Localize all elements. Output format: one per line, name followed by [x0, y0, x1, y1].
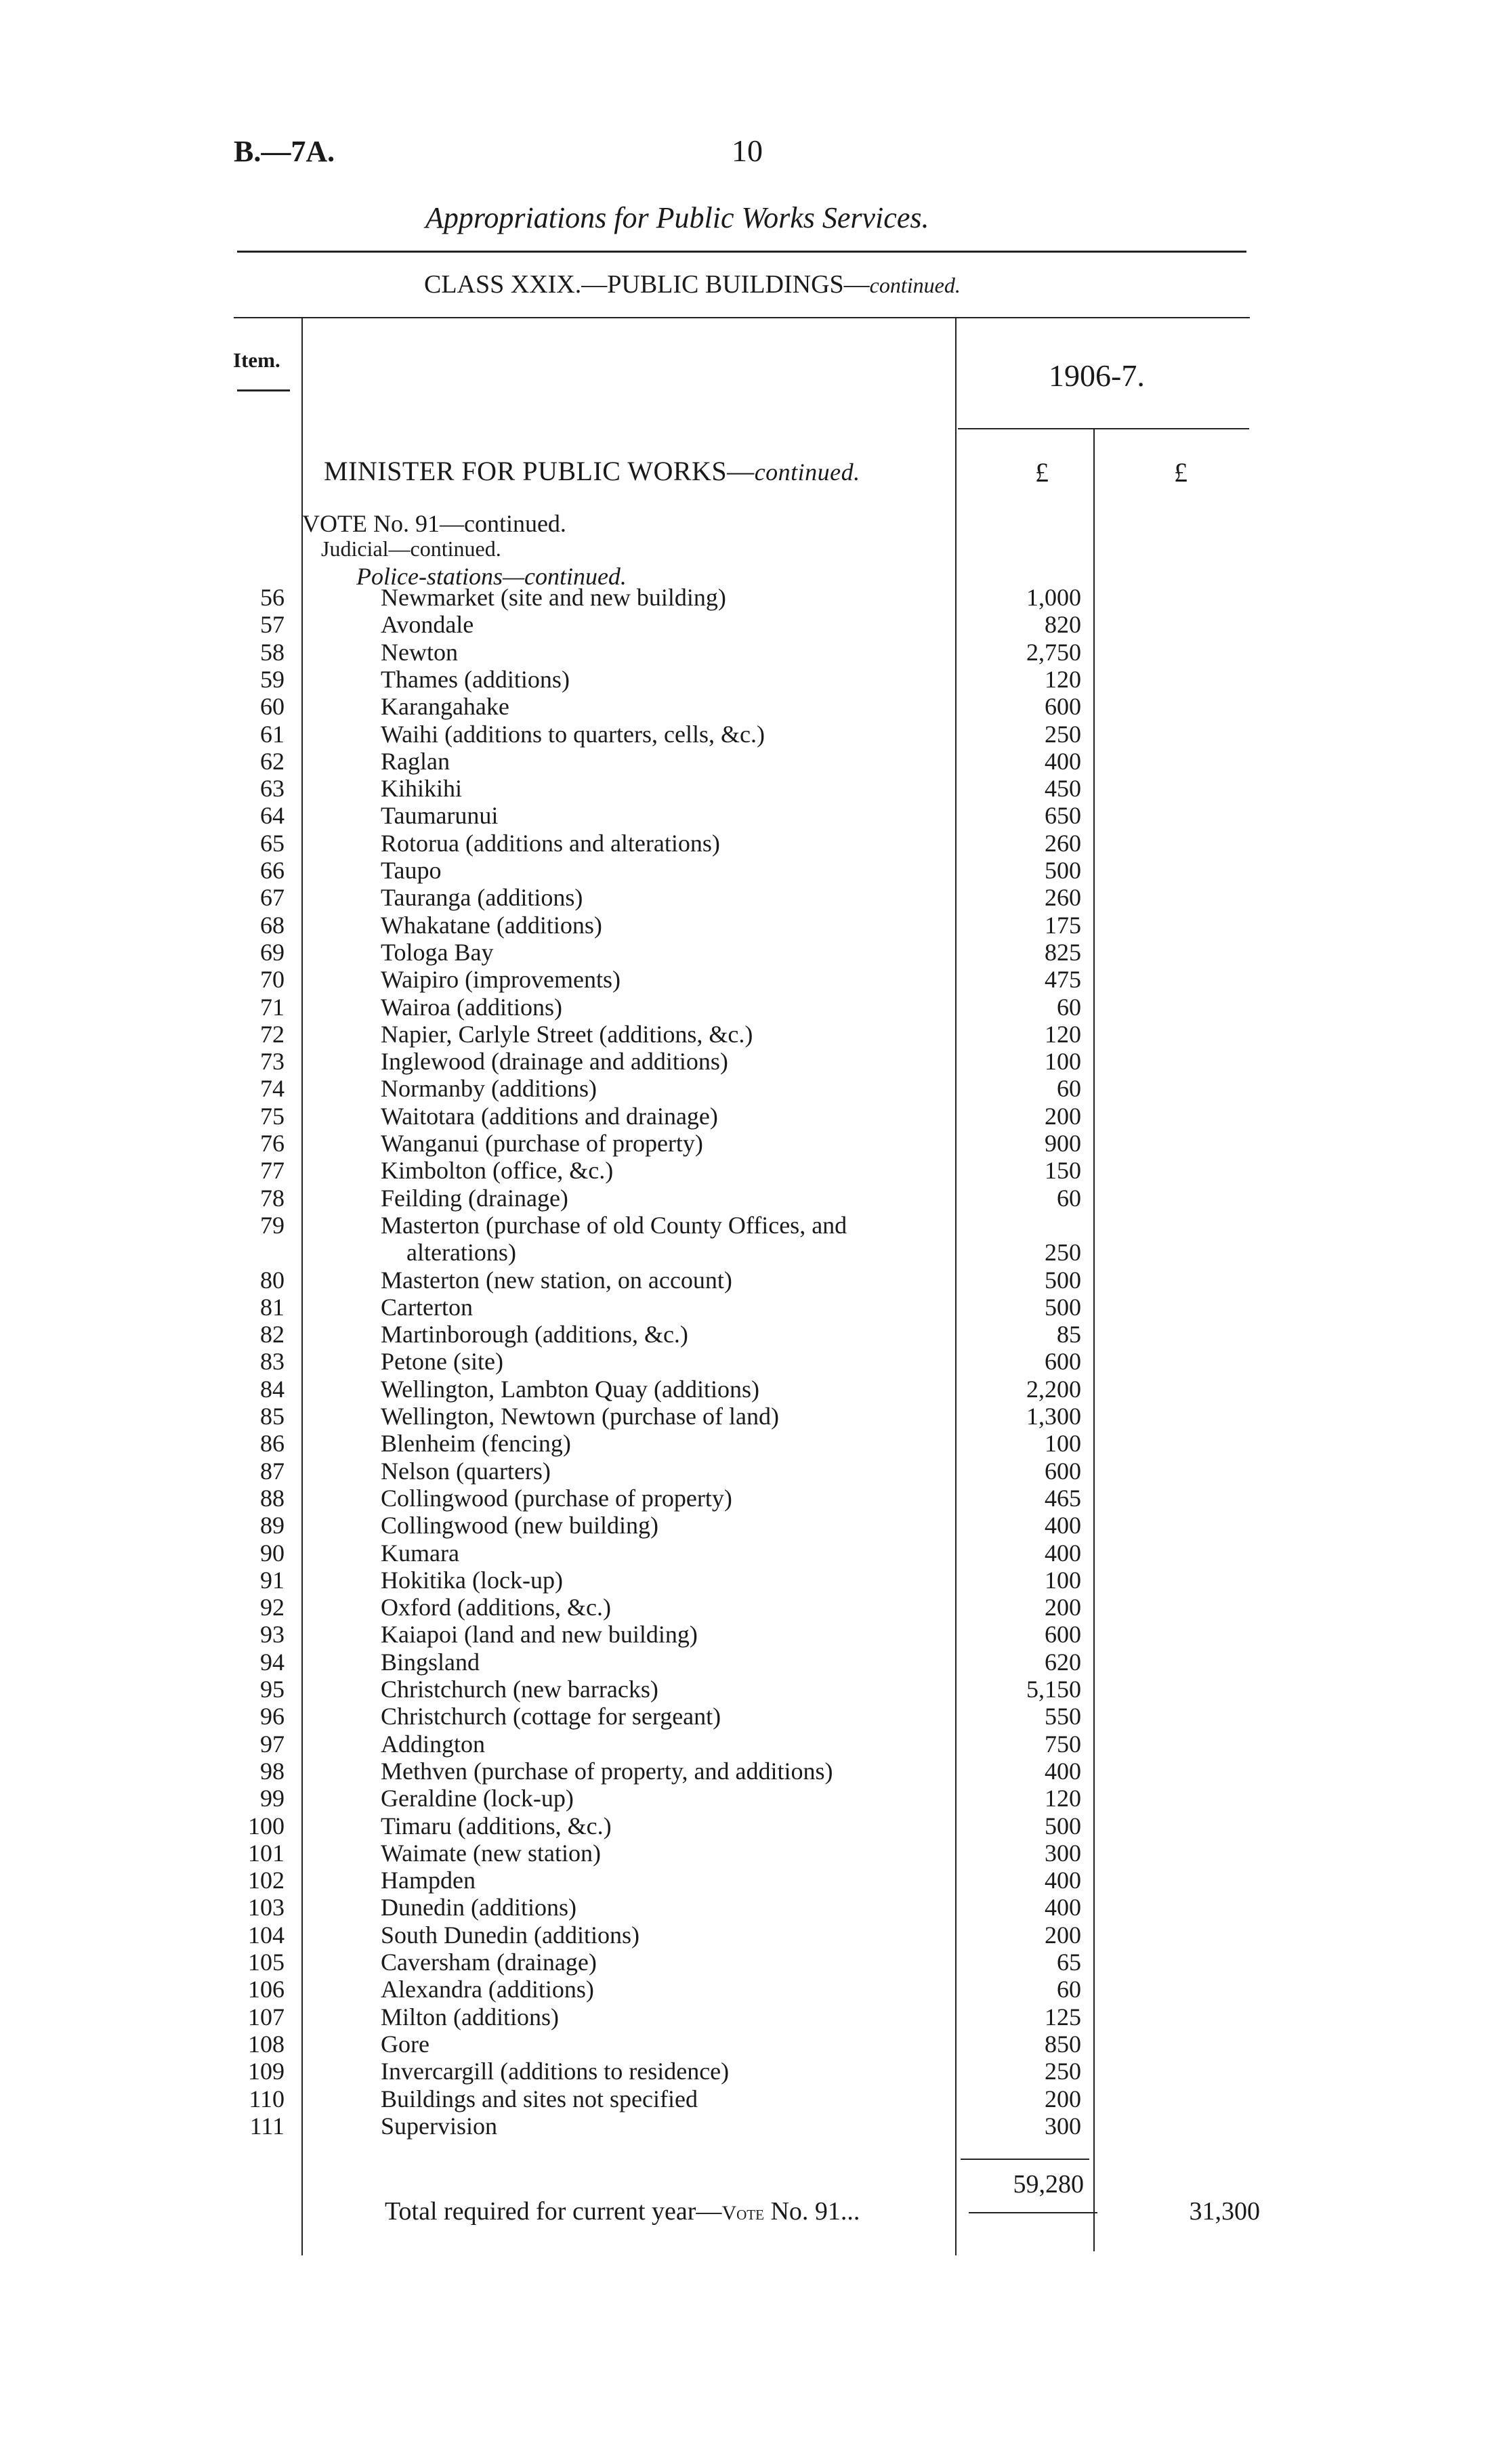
item-description: Petone (site) — [381, 1348, 503, 1375]
item-number: 94 — [260, 1649, 285, 1676]
item-description: Nelson (quarters) — [381, 1458, 551, 1485]
item-amount: 120 — [1045, 666, 1081, 693]
page-title: Appropriations for Public Works Services. — [425, 201, 929, 234]
item-description: South Dunedin (additions) — [381, 1921, 639, 1949]
item-amount: 400 — [1045, 1539, 1081, 1567]
item-description: Newmarket (site and new building) — [381, 584, 726, 611]
item-amount: 120 — [1045, 1021, 1081, 1048]
item-number: 72 — [260, 1021, 285, 1048]
page-number: 10 — [732, 133, 763, 168]
item-amount: 300 — [1045, 1840, 1081, 1867]
item-amount: 820 — [1045, 611, 1081, 638]
item-amount: 2,750 — [1026, 639, 1081, 666]
item-description: Feilding (drainage) — [381, 1185, 568, 1212]
inner-amount-divider — [1093, 429, 1095, 2251]
item-number: 67 — [260, 884, 285, 911]
item-number: 75 — [260, 1103, 285, 1130]
item-description: Wellington, Lambton Quay (additions) — [381, 1376, 760, 1403]
item-number: 108 — [248, 2031, 285, 2058]
item-description: Wellington, Newtown (purchase of land) — [381, 1403, 779, 1430]
item-description: Kumara — [381, 1539, 459, 1567]
item-amount: 450 — [1045, 775, 1081, 802]
item-number: 76 — [260, 1130, 285, 1157]
item-amount: 2,200 — [1026, 1376, 1081, 1403]
item-description: Hokitika (lock-up) — [381, 1567, 563, 1594]
item-description: Addington — [381, 1730, 486, 1758]
item-number: 58 — [260, 639, 285, 666]
item-number: 101 — [248, 1840, 285, 1867]
item-description: Tologa Bay — [381, 939, 494, 966]
item-number: 79 — [260, 1212, 285, 1239]
item-amount: 125 — [1045, 2003, 1081, 2031]
item-number: 83 — [260, 1348, 285, 1375]
item-number: 73 — [260, 1048, 285, 1075]
item-number: 107 — [248, 2003, 285, 2031]
item-number: 78 — [260, 1185, 285, 1212]
item-amount: 100 — [1045, 1430, 1081, 1457]
item-description: Wanganui (purchase of property) — [381, 1130, 703, 1157]
item-number: 84 — [260, 1376, 285, 1403]
item-amount: 500 — [1045, 857, 1081, 884]
item-number: 74 — [260, 1075, 285, 1102]
item-description: Alexandra (additions) — [381, 1976, 594, 2003]
table-top-rule — [234, 317, 1250, 318]
item-amount: 300 — [1045, 2112, 1081, 2140]
item-description: Carterton — [381, 1294, 473, 1321]
item-number: 59 — [260, 666, 285, 693]
subtotal-underline — [969, 2212, 1097, 2213]
item-description: Waimate (new station) — [381, 1840, 601, 1867]
item-number: 106 — [248, 1976, 285, 2003]
item-description: Normanby (additions) — [381, 1075, 597, 1102]
item-description: Methven (purchase of property, and additions) — [381, 1758, 833, 1785]
item-amount: 400 — [1045, 1894, 1081, 1921]
item-number: 57 — [260, 611, 285, 638]
item-number: 65 — [260, 830, 285, 857]
item-number: 92 — [260, 1594, 285, 1621]
item-description: Karangahake — [381, 693, 509, 720]
item-description: Hampden — [381, 1867, 476, 1894]
item-description: Newton — [381, 639, 458, 666]
item-description: Martinborough (additions, &c.) — [381, 1321, 688, 1348]
class-title — [424, 270, 961, 299]
item-description: Masterton (new station, on account) — [381, 1267, 732, 1294]
item-description: Masterton (purchase of old County Offices, and — [381, 1212, 847, 1239]
item-amount: 600 — [1045, 1621, 1081, 1648]
item-description: Napier, Carlyle Street (additions, &c.) — [381, 1021, 753, 1048]
item-number: 81 — [260, 1294, 285, 1321]
item-amount: 175 — [1045, 912, 1081, 939]
item-number: 96 — [260, 1703, 285, 1730]
item-number: 87 — [260, 1458, 285, 1485]
item-number: 60 — [260, 693, 285, 720]
item-amount: 500 — [1045, 1294, 1081, 1321]
vote-heading: VOTE No. 91—continued. — [302, 510, 566, 537]
item-description: Gore — [381, 2031, 429, 2058]
subtotal-amount: 59,280 — [1013, 2170, 1084, 2199]
item-number: 86 — [260, 1430, 285, 1457]
item-amount: 400 — [1045, 1867, 1081, 1894]
minister-heading-text: MINISTER FOR PUBLIC WORKS— — [324, 456, 755, 486]
item-number: 95 — [260, 1676, 285, 1703]
item-amount: 120 — [1045, 1785, 1081, 1812]
item-amount: 260 — [1045, 884, 1081, 911]
item-description: Waipiro (improvements) — [381, 966, 621, 993]
item-amount: 100 — [1045, 1048, 1081, 1075]
item-description: Kimbolton (office, &c.) — [381, 1157, 614, 1184]
item-amount: 200 — [1045, 1921, 1081, 1949]
currency-left: £ — [1035, 457, 1049, 488]
item-description: Buildings and sites not specified — [381, 2085, 698, 2112]
item-description: Waihi (additions to quarters, cells, &c.) — [381, 721, 765, 748]
item-description: Wairoa (additions) — [381, 994, 563, 1021]
item-description: Bingsland — [381, 1649, 480, 1676]
item-amount: 500 — [1045, 1812, 1081, 1840]
item-number: 64 — [260, 802, 285, 829]
item-description: Waitotara (additions and drainage) — [381, 1103, 718, 1130]
item-amount: 5,150 — [1026, 1676, 1081, 1703]
item-number: 99 — [260, 1785, 285, 1812]
judicial-heading: Judicial—continued. — [321, 536, 501, 561]
item-description: Inglewood (drainage and additions) — [381, 1048, 728, 1075]
item-number: 61 — [260, 721, 285, 748]
item-amount: 500 — [1045, 1267, 1081, 1294]
item-number: 56 — [260, 584, 285, 611]
item-amount: 250 — [1045, 721, 1081, 748]
item-description: Timaru (additions, &c.) — [381, 1812, 612, 1840]
item-description: Kaiapoi (land and new building) — [381, 1621, 698, 1648]
police-stations-heading: Police-stations—continued. — [356, 563, 627, 590]
item-description: Taupo — [381, 857, 442, 884]
item-amount: 1,300 — [1026, 1403, 1081, 1430]
document-reference: B.—7A. — [234, 135, 335, 168]
item-amount: 150 — [1045, 1157, 1081, 1184]
item-amount: 550 — [1045, 1703, 1081, 1730]
item-number: 100 — [248, 1812, 285, 1840]
item-number: 70 — [260, 966, 285, 993]
currency-right: £ — [1174, 457, 1188, 488]
item-description: Blenheim (fencing) — [381, 1430, 571, 1457]
item-description: Dunedin (additions) — [381, 1894, 576, 1921]
item-amount: 475 — [1045, 966, 1081, 993]
total-label-vote-no: No. 91... — [763, 2197, 860, 2226]
item-number: 77 — [260, 1157, 285, 1184]
item-description: Avondale — [381, 611, 474, 638]
item-amount: 250 — [1045, 2058, 1081, 2085]
item-number: 103 — [248, 1894, 285, 1921]
item-description: Invercargill (additions to residence) — [381, 2058, 730, 2085]
item-description: Caversham (drainage) — [381, 1949, 597, 1976]
item-amount: 260 — [1045, 830, 1081, 857]
item-amount: 65 — [1057, 1949, 1081, 1976]
item-number: 89 — [260, 1512, 285, 1539]
minister-heading — [324, 455, 860, 487]
item-amount: 850 — [1045, 2031, 1081, 2058]
item-description: Oxford (additions, &c.) — [381, 1594, 611, 1621]
item-amount: 60 — [1057, 1976, 1081, 2003]
item-description: Collingwood (purchase of property) — [381, 1485, 732, 1512]
total-label-vote: Vote — [721, 2202, 764, 2224]
item-description: Christchurch (new barracks) — [381, 1676, 658, 1703]
item-number: 110 — [249, 2085, 285, 2112]
item-number: 80 — [260, 1267, 285, 1294]
item-amount: 100 — [1045, 1567, 1081, 1594]
item-number: 85 — [260, 1403, 285, 1430]
item-number: 88 — [260, 1485, 285, 1512]
item-number: 66 — [260, 857, 285, 884]
item-number: 62 — [260, 748, 285, 775]
item-number: 97 — [260, 1730, 285, 1758]
class-title-text: CLASS XXIX.—PUBLIC BUILDINGS— — [424, 270, 870, 299]
item-number: 109 — [248, 2058, 285, 2085]
item-description: Thames (additions) — [381, 666, 570, 693]
item-description: Taumarunui — [381, 802, 499, 829]
title-rule — [237, 251, 1246, 253]
item-description: Collingwood (new building) — [381, 1512, 658, 1539]
item-amount: 825 — [1045, 939, 1081, 966]
minister-heading-suffix: continued. — [754, 459, 860, 486]
item-number: 71 — [260, 994, 285, 1021]
item-number: 111 — [249, 2112, 285, 2140]
item-description: Milton (additions) — [381, 2003, 559, 2031]
item-number: 105 — [248, 1949, 285, 1976]
item-header-underline — [237, 389, 290, 391]
year-header: 1906-7. — [1049, 358, 1145, 393]
item-description: Geraldine (lock-up) — [381, 1785, 574, 1812]
item-amount: 200 — [1045, 2085, 1081, 2112]
item-description: Kihikihi — [381, 775, 463, 802]
item-amount: 750 — [1045, 1730, 1081, 1758]
total-label-text: Total required for current year— — [385, 2197, 722, 2226]
item-amount: 400 — [1045, 1512, 1081, 1539]
item-amount: 1,000 — [1026, 584, 1081, 611]
total-amount: 31,300 — [1189, 2197, 1260, 2226]
item-column-divider — [301, 318, 303, 2255]
item-amount: 600 — [1045, 1348, 1081, 1375]
item-number: 63 — [260, 775, 285, 802]
item-number: 82 — [260, 1321, 285, 1348]
item-description: Supervision — [381, 2112, 498, 2140]
item-amount: 600 — [1045, 1458, 1081, 1485]
item-amount: 250 — [1045, 1239, 1081, 1266]
item-description: Raglan — [381, 748, 450, 775]
item-description: Whakatane (additions) — [381, 912, 602, 939]
item-amount: 600 — [1045, 693, 1081, 720]
item-number: 104 — [248, 1921, 285, 1949]
year-header-rule — [958, 428, 1249, 429]
class-title-suffix: continued. — [869, 273, 961, 297]
item-column-header: Item. — [233, 348, 280, 372]
item-number: 68 — [260, 912, 285, 939]
item-amount: 900 — [1045, 1130, 1081, 1157]
item-amount: 650 — [1045, 802, 1081, 829]
item-number: 69 — [260, 939, 285, 966]
item-description: Christchurch (cottage for sergeant) — [381, 1703, 721, 1730]
item-amount: 200 — [1045, 1594, 1081, 1621]
item-description: Rotorua (additions and alterations) — [381, 830, 720, 857]
item-number: 90 — [260, 1539, 285, 1567]
item-number: 91 — [260, 1567, 285, 1594]
item-number: 98 — [260, 1758, 285, 1785]
item-amount: 400 — [1045, 1758, 1081, 1785]
item-number: 93 — [260, 1621, 285, 1648]
total-label — [385, 2196, 860, 2226]
item-amount: 200 — [1045, 1103, 1081, 1130]
item-number: 102 — [248, 1867, 285, 1894]
subtotal-rule — [961, 2159, 1089, 2160]
item-amount: 465 — [1045, 1485, 1081, 1512]
item-amount: 60 — [1057, 1185, 1081, 1212]
item-amount: 60 — [1057, 994, 1081, 1021]
item-amount: 60 — [1057, 1075, 1081, 1102]
item-amount: 400 — [1045, 748, 1081, 775]
item-description: Tauranga (additions) — [381, 884, 583, 911]
item-description: alterations) — [406, 1239, 516, 1266]
item-amount: 620 — [1045, 1649, 1081, 1676]
item-amount: 85 — [1057, 1321, 1081, 1348]
